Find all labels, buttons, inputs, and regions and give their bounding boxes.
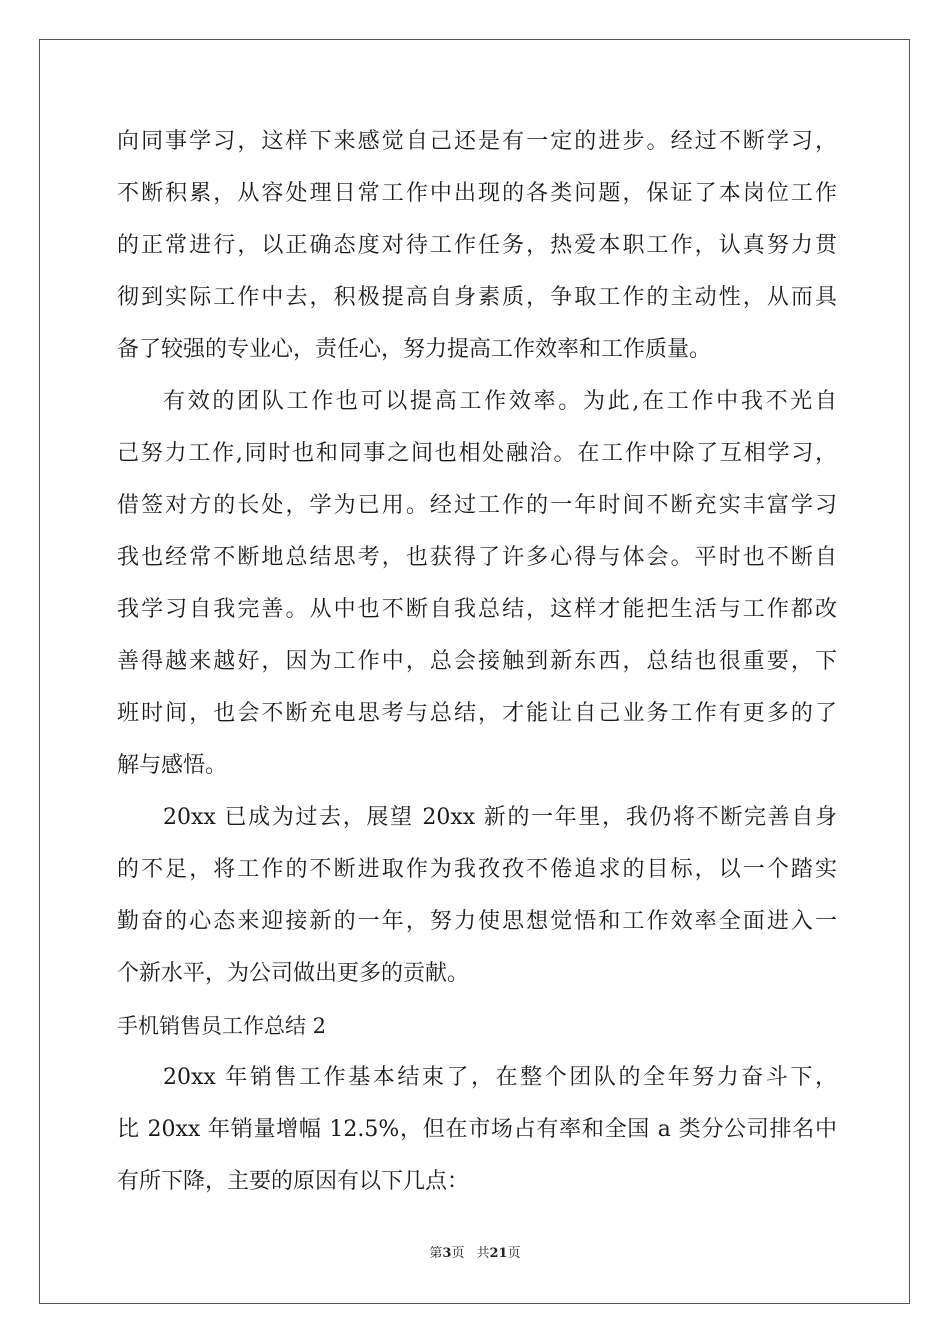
total-prefix: 共 xyxy=(476,1246,490,1261)
paragraph-first-line: 有效的团队工作也可以提高工作效率。为此,在工作中我不光自 xyxy=(163,389,837,414)
text-line: 解与感悟。 xyxy=(117,753,228,778)
page-number: 3 xyxy=(442,1246,452,1261)
text-line: 备了较强的专业心，责任心，努力提高工作效率和工作质量。 xyxy=(117,337,712,362)
text-line: 向同事学习，这样下来感觉自己还是有一定的进步。经过不断学习， xyxy=(117,129,837,154)
paragraph-first-line: 20xx 年销售工作基本结束了，在整个团队的全年努力奋斗下， xyxy=(163,1065,837,1090)
total-pages: 21 xyxy=(489,1246,508,1261)
text-line: 彻到实际工作中去，积极提高自身素质，争取工作的主动性，从而具 xyxy=(117,285,837,310)
text-line: 我学习自我完善。从中也不断自我总结，这样才能把生活与工作都改 xyxy=(117,597,837,622)
text-line: 的不足，将工作的不断进取作为我孜孜不倦追求的目标，以一个踏实 xyxy=(117,857,837,882)
text-line: 善得越来越好，因为工作中，总会接触到新东西，总结也很重要，下 xyxy=(117,649,837,674)
text-line: 我也经常不断地总结思考，也获得了许多心得与体会。平时也不断自 xyxy=(117,545,837,570)
paragraph-first-line: 20xx 已成为过去，展望 20xx 新的一年里，我仍将不断完善自身 xyxy=(163,805,837,830)
document-body xyxy=(117,116,837,1208)
page-suffix: 页 xyxy=(451,1246,465,1261)
text-line: 有所下降，主要的原因有以下几点： xyxy=(117,1169,470,1194)
text-line: 的正常进行，以正确态度对待工作任务，热爱本职工作，认真努力贯 xyxy=(117,233,837,258)
text-line: 己努力工作,同时也和同事之间也相处融洽。在工作中除了互相学习， xyxy=(117,441,837,466)
text-line: 勤奋的心态来迎接新的一年，努力使思想觉悟和工作效率全面进入一 xyxy=(117,909,837,934)
total-suffix: 页 xyxy=(507,1246,521,1261)
page-prefix: 第 xyxy=(429,1246,443,1261)
text-line: 借签对方的长处，学为已用。经过工作的一年时间不断充实丰富学习 xyxy=(117,493,837,518)
text-line: 比 20xx 年销量增幅 12.5%，但在市场占有率和全国 a 类分公司排名中 xyxy=(117,1117,837,1142)
section-heading: 手机销售员工作总结 2 xyxy=(117,1014,327,1038)
text-line: 不断积累，从容处理日常工作中出现的各类问题，保证了本岗位工作 xyxy=(117,181,837,206)
text-line: 班时间，也会不断充电思考与总结，才能让自己业务工作有更多的了 xyxy=(117,701,837,726)
page-footer xyxy=(0,1245,950,1263)
text-line: 个新水平，为公司做出更多的贡献。 xyxy=(117,961,470,986)
